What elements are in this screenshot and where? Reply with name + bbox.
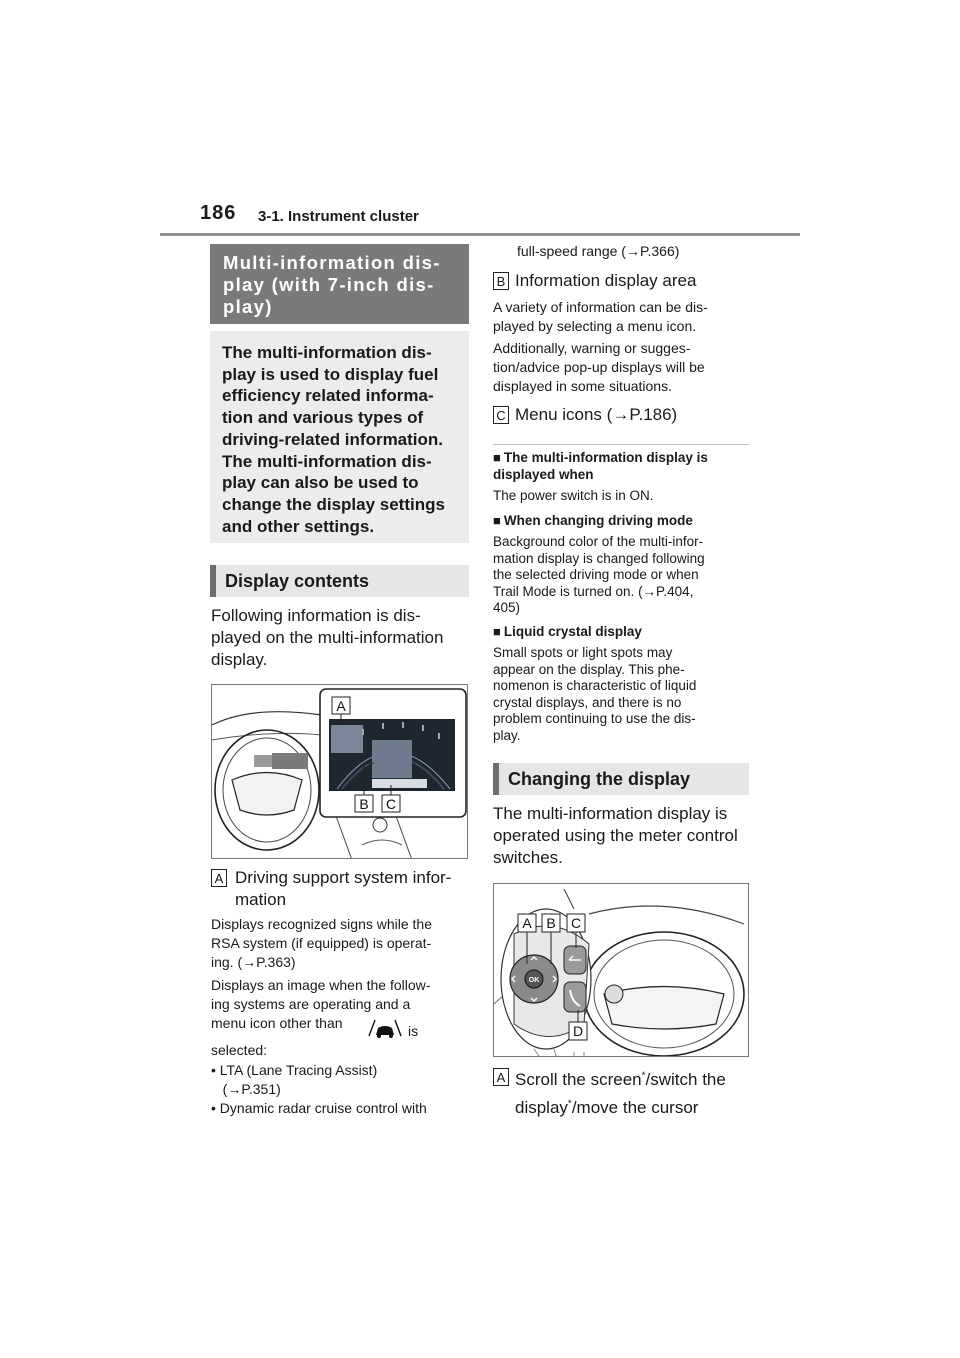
- svg-text:A: A: [522, 915, 532, 931]
- menu-icons-strip: [372, 779, 427, 788]
- item-a2-marker: A: [493, 1068, 509, 1087]
- header-divider: [160, 233, 800, 236]
- driving-support-area: [331, 725, 363, 753]
- item-a-paragraph-1: Displays recognized signs while the RSA system (if equipped) is operat- ing. (→P.363): [211, 916, 432, 970]
- svg-text:C: C: [385, 796, 397, 812]
- item-c-title: Menu icons (→P.186): [515, 405, 678, 424]
- note-1-text: The power switch is in ON.: [493, 488, 654, 503]
- main-heading: Multi-information dis- play (with 7-inch dis- play): [210, 244, 469, 324]
- svg-text:D: D: [572, 1023, 584, 1039]
- note-3-text: Small spots or light spots may appear on the display. This phe- nomenon is characteristic of liquid crystal displays, and there is no problem continuing to use the dis- play.: [493, 645, 697, 743]
- item-c-marker: C: [493, 406, 509, 425]
- item-a-title: Driving support system infor- mation: [235, 868, 452, 909]
- continuation-text: full-speed range (→P.366): [517, 243, 680, 259]
- notes-divider: [493, 444, 749, 445]
- instrument-cluster-illustration: [212, 685, 468, 859]
- bullet-radar-cruise: • Dynamic radar cruise control with: [211, 1100, 427, 1116]
- item-a-paragraph-2-end: selected:: [211, 1042, 268, 1058]
- svg-text:B: B: [546, 915, 556, 931]
- meter-control-switches-figure: [493, 883, 749, 1057]
- svg-text:A: A: [336, 698, 346, 714]
- svg-text:C: C: [570, 915, 582, 931]
- car-icon: [367, 1016, 403, 1045]
- instrument-cluster-figure: [211, 684, 468, 859]
- phone-button-icon: [564, 982, 586, 1012]
- page-number: 186: [200, 202, 237, 224]
- item-a2-text: Scroll the screen*/switch the display*/move the cursor: [515, 1070, 726, 1117]
- item-a-marker: A: [211, 869, 227, 888]
- square-bullet-icon: ■: [493, 450, 501, 465]
- item-b-paragraph-1: A variety of information can be dis- played by selecting a menu icon.: [493, 299, 708, 334]
- intro-box: The multi-information dis- play is used to display fuel efficiency related informa- tion and various types of driving-related information. The multi-information dis- play can also be used to change the display settings and other settings.: [210, 331, 469, 543]
- square-bullet-icon: ■: [493, 513, 501, 528]
- item-a-paragraph-2: Displays an image when the follow- ing systems are operating and a menu icon other than: [211, 977, 431, 1031]
- note-1-heading: ■ The multi-information display is displayed when: [493, 450, 708, 482]
- section-title: 3-1. Instrument cluster: [258, 208, 419, 225]
- steering-switches-illustration: [494, 884, 749, 1057]
- information-area: [372, 740, 412, 778]
- following-text: Following information is dis- played on the multi-information display.: [211, 606, 444, 669]
- note-2-text: Background color of the multi-infor- mation display is changed following the selected driving mode or when Trail Mode is turned on. (→P.404, 405): [493, 534, 705, 615]
- item-b-marker: B: [493, 272, 509, 291]
- square-bullet-icon: ■: [493, 624, 501, 639]
- item-b-paragraph-2: Additionally, warning or sugges- tion/advice pop-up displays will be displayed in some situations.: [493, 340, 705, 394]
- bullet-lta: • LTA (Lane Tracing Assist) (→P.351): [211, 1062, 378, 1097]
- svg-text:B: B: [359, 796, 369, 812]
- item-a-paragraph-2-after: is: [408, 1023, 419, 1039]
- svg-text:OK: OK: [528, 977, 540, 984]
- note-3-heading: ■ Liquid crystal display: [493, 624, 642, 639]
- display-contents-heading: Display contents: [210, 565, 469, 597]
- changing-display-text: The multi-information display is operated using the meter control switches.: [493, 804, 738, 867]
- changing-display-heading: Changing the display: [493, 763, 749, 795]
- note-2-heading: ■ When changing driving mode: [493, 513, 693, 528]
- item-b-title: Information display area: [515, 271, 697, 290]
